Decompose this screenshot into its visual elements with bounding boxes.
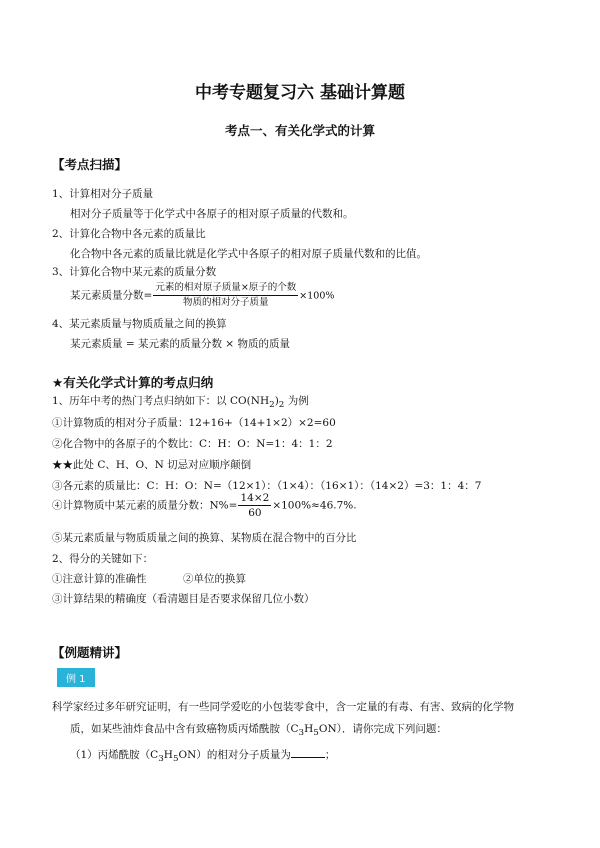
q1-sub2: 5 — [172, 754, 179, 765]
example-1-badge: 例 1 — [57, 668, 95, 687]
scan-item-1: 1、计算相对分子质量 — [52, 188, 154, 200]
formula-numerator: 元素的相对原子质量×原子的个数 — [153, 282, 298, 296]
summary-c4-lhs: ④计算物质中某元素的质量分数：N%= — [52, 499, 238, 512]
formula-lhs: 某元素质量分数= — [70, 289, 153, 302]
summary-note: ★★此处 C、H、O、N 切忌对应顺序颠倒 — [52, 459, 252, 471]
summary-heading: ★有关化学式计算的考点归纳 — [52, 375, 214, 390]
intro2-a: 质，如某些油炸食品中含有致癌物质丙烯酰胺（C — [70, 723, 299, 735]
summary-p1-end: 为例 — [284, 395, 309, 407]
scan-item-4-desc: 某元素质量 = 某元素的质量分数 × 物质的质量 — [70, 338, 290, 350]
q1-a: （1）丙烯酰胺（C — [70, 749, 159, 761]
summary-p1-mid: ) — [274, 395, 279, 407]
summary-k1: ①注意计算的准确性 — [52, 573, 147, 585]
summary-p1-text: 1、历年中考的热门考点归纳如下：以 CO(NH — [52, 395, 270, 407]
summary-c5: ⑤某元素质量与物质质量之间的换算、某物质在混合物中的百分比 — [52, 532, 357, 544]
summary-c4-den: 60 — [248, 507, 262, 519]
summary-k3: ③计算结果的精确度（看清题目是否要求保留几位小数） — [52, 593, 315, 605]
scan-item-1-desc: 相对分子质量等于化学式中各原子的相对原子质量的代数和。 — [70, 208, 354, 220]
intro2-c: ON）．请你完成下列问题： — [318, 723, 447, 735]
summary-k2: ②单位的换算 — [183, 573, 246, 585]
q1-b: H — [163, 749, 173, 761]
formula-fraction — [153, 282, 298, 309]
summary-c3: ③各元素的质量比：C：H：O：N=（12×1）：（1×4）：（16×1）：（14×2）=3：1：4：7 — [52, 480, 482, 492]
summary-p1-sub2: 2 — [278, 400, 285, 411]
formula-denominator: 物质的相对分子质量 — [183, 297, 269, 308]
scan-item-3: 3、计算化合物中某元素的质量分数 — [52, 266, 217, 278]
page-title: 中考专题复习六 基础计算题 — [195, 83, 405, 103]
scan-item-2-desc: 化合物中各元素的质量比就是化学式中各原子的相对原子质量代数和的比值。 — [70, 248, 427, 260]
summary-p2: 2、得分的关键如下： — [52, 553, 154, 565]
mass-fraction-formula — [70, 282, 334, 309]
summary-c1: ①计算物质的相对分子质量：12+16+（14+1×2）×2=60 — [52, 417, 336, 429]
example-intro-line-1: 科学家经过多年研究证明，有一些同学爱吃的小包装零食中，含一定量的有毒、有害、致病的化学物 — [52, 701, 514, 713]
summary-p1-sub: 2 — [269, 400, 275, 411]
summary-p1 — [52, 393, 309, 410]
summary-c4-fraction — [238, 492, 271, 519]
example-question-1 — [70, 747, 335, 764]
formula-tail: ×100% — [299, 290, 335, 302]
scan-heading: 【考点扫描】 — [52, 157, 128, 172]
scan-item-4: 4、某元素质量与物质质量之间的换算 — [52, 318, 227, 330]
summary-c2: ②化合物中的各原子的个数比：C：H：O：N=1：4：1：2 — [52, 438, 333, 450]
q1-end: ； — [324, 749, 336, 761]
examples-heading: 【例题精讲】 — [52, 645, 128, 660]
summary-c4-tail: ×100%≈46.7%. — [272, 499, 357, 512]
intro2-b: H — [304, 723, 314, 735]
intro2-sub2: 5 — [313, 728, 319, 739]
answer-blank[interactable] — [291, 747, 325, 758]
q1-sub1: 3 — [158, 754, 164, 765]
intro2-sub1: 3 — [298, 728, 305, 739]
example-intro-line-2 — [70, 721, 447, 738]
summary-c4-num: 14×2 — [240, 492, 270, 504]
scan-item-2: 2、计算化合物中各元素的质量比 — [52, 228, 206, 240]
q1-c: ON）的相对分子质量为 — [178, 749, 291, 761]
page-subtitle: 考点一、有关化学式的计算 — [224, 123, 375, 138]
summary-c4 — [52, 492, 357, 519]
